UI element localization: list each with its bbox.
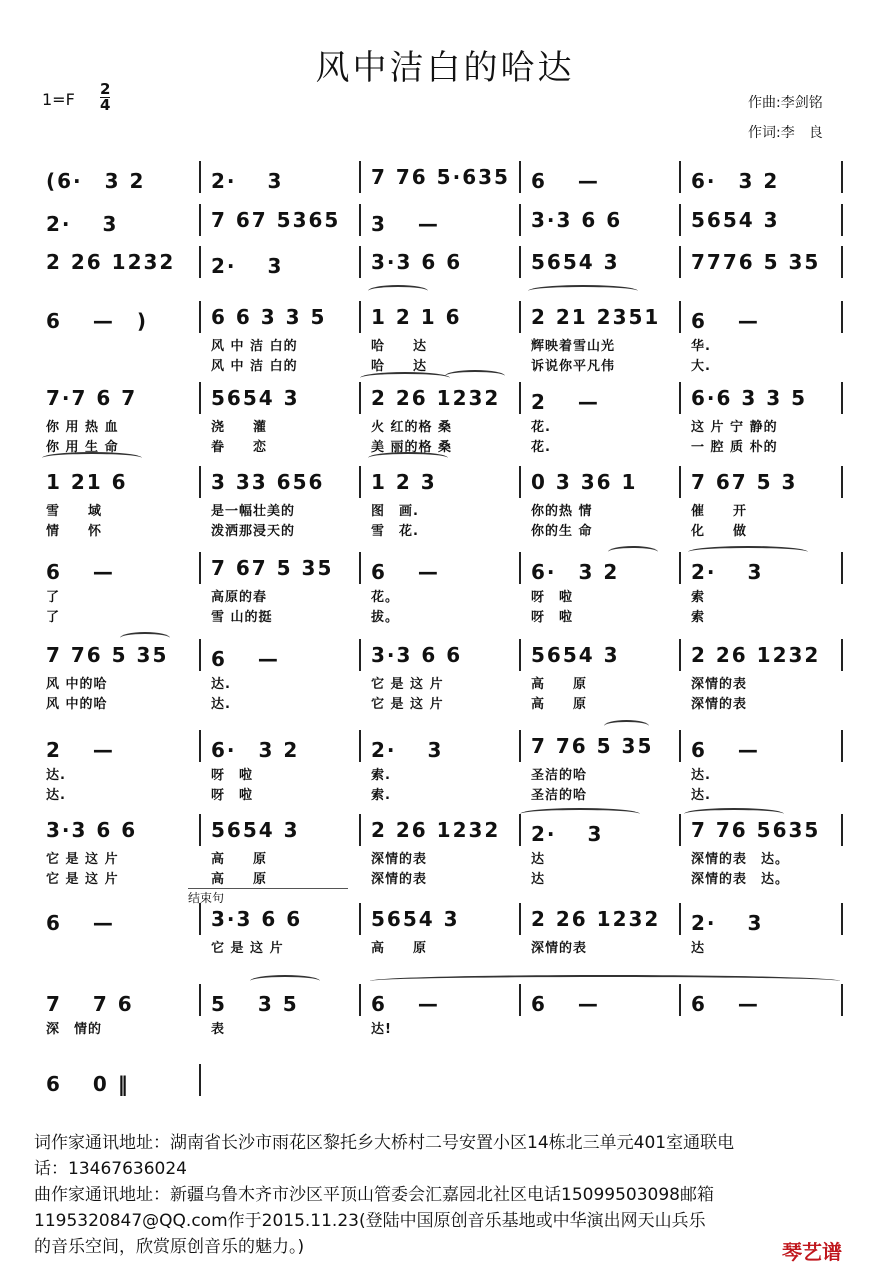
lyric-cell: 达.	[46, 788, 66, 803]
lyric-cell: 高 原	[211, 872, 268, 887]
lyric-cell: 它 是 这 片	[211, 941, 284, 956]
note-row	[38, 988, 853, 1018]
measure: 5654 3	[691, 208, 780, 232]
measure: 6 —	[531, 169, 600, 193]
lyric-cell: 呀 啦	[531, 610, 574, 625]
footer-line: 话：13467636024	[34, 1159, 187, 1179]
measure: 6 —	[691, 738, 760, 762]
lyric-cell: 了	[46, 610, 61, 625]
bar-line	[679, 814, 681, 846]
lyric-cell: 索	[691, 590, 706, 605]
measure: 2 26 1232	[46, 250, 176, 274]
lyric-cell: 雪 域	[46, 504, 103, 519]
bar-line	[359, 984, 361, 1016]
slur-mark	[528, 285, 638, 297]
lyric-cell: 花.	[531, 440, 551, 455]
measure: 2· 3	[371, 738, 444, 762]
measure: 6· 3 2	[531, 560, 620, 584]
footer-line: 曲作家通讯地址：新疆乌鲁木齐市沙区平顶山管委会汇嘉园北社区电话15099503098邮箱	[34, 1185, 714, 1205]
bar-line	[841, 814, 843, 846]
bar-line	[841, 204, 843, 236]
lyric-cell: 你的生 命	[531, 524, 593, 539]
measure: 3 —	[371, 212, 440, 236]
bar-line	[199, 161, 201, 193]
time-signature	[100, 82, 110, 113]
measure: 1 21 6	[46, 470, 128, 494]
measure: 7 76 5635	[691, 818, 821, 842]
lyric-cell: 情 怀	[46, 524, 103, 539]
measure: 2· 3	[691, 911, 764, 935]
key-signature: 1=F	[42, 90, 75, 109]
slur-mark	[688, 546, 808, 558]
lyric-cell: 了	[46, 590, 61, 605]
measure: 3·3 6 6	[211, 907, 303, 931]
measure: 0 3 36 1	[531, 470, 638, 494]
measure: 5654 3	[211, 386, 300, 410]
lyric-cell: 风 中 洁 白的	[211, 359, 298, 374]
lyric-cell: 拔。	[371, 610, 400, 625]
measure: 2· 3	[691, 560, 764, 584]
lyric-cell: 化 做	[691, 524, 748, 539]
note-row	[38, 208, 853, 238]
measure: 6 —	[211, 647, 280, 671]
measure: 2 26 1232	[371, 386, 501, 410]
meter-bottom: 4	[100, 96, 111, 114]
lyric-cell: 达.	[211, 677, 231, 692]
lyric-cell: 达.	[211, 697, 231, 712]
bar-line	[519, 382, 521, 414]
bar-line	[359, 204, 361, 236]
bar-line	[519, 161, 521, 193]
lyric-cell: 圣洁的哈	[531, 768, 588, 783]
slur-mark	[684, 808, 784, 820]
bar-line	[359, 246, 361, 278]
lyric-cell: 索.	[371, 788, 391, 803]
bar-line	[359, 161, 361, 193]
composer-credit: 作曲:李剑铭	[748, 95, 823, 111]
bar-line	[841, 161, 843, 193]
lyric-cell: 你的热 情	[531, 504, 593, 519]
footer-line: 词作家通讯地址：湖南省长沙市雨花区黎托乡大桥村二号安置小区14栋北三单元401室通联电	[34, 1133, 735, 1153]
bar-line	[359, 466, 361, 498]
lyric-cell: 深情的表 达。	[691, 852, 790, 867]
measure: 6 —	[691, 309, 760, 333]
measure: 3·3 6 6	[46, 818, 138, 842]
bar-line	[841, 466, 843, 498]
note-row	[38, 470, 853, 500]
measure: 2 26 1232	[531, 907, 661, 931]
lyric-cell: 深情的表	[371, 852, 428, 867]
measure: 3·3 6 6	[531, 208, 623, 232]
bar-line	[199, 552, 201, 584]
measure: 5654 3	[371, 907, 460, 931]
measure: 2· 3	[531, 822, 604, 846]
lyric-cell: 这 片 宁 静的	[691, 420, 778, 435]
lyric-cell: 催 开	[691, 504, 748, 519]
slur-mark	[368, 285, 428, 297]
measure: 2 —	[531, 390, 600, 414]
bar-line	[519, 466, 521, 498]
bar-line	[841, 246, 843, 278]
measure: 7 67 5365	[211, 208, 341, 232]
note-row	[38, 907, 853, 937]
note-row	[38, 1068, 853, 1098]
lyric-cell: 呀 啦	[531, 590, 574, 605]
bar-line	[679, 730, 681, 762]
lyric-cell: 雪 花.	[371, 524, 419, 539]
measure: 7 67 5 35	[211, 556, 334, 580]
bar-line	[679, 552, 681, 584]
bar-line	[679, 903, 681, 935]
bar-line	[679, 204, 681, 236]
lyric-cell: 高 原	[531, 677, 588, 692]
bar-line	[199, 1064, 201, 1096]
slur-mark	[42, 452, 142, 464]
measure: 3·3 6 6	[371, 643, 463, 667]
measure: 2· 3	[46, 212, 119, 236]
measure: 1 2 3	[371, 470, 437, 494]
note-row	[38, 386, 853, 416]
bar-line	[841, 552, 843, 584]
lyric-cell: 风 中的哈	[46, 697, 108, 712]
footer-line: 1195320847@QQ.com作于2015.11.23(登陆中国原创音乐基地或中华演出网天山兵乐	[34, 1211, 706, 1231]
footer-contact	[34, 1130, 864, 1260]
lyric-cell: 火 红的格 桑	[371, 420, 453, 435]
lyric-cell: 深情的表	[691, 697, 748, 712]
note-row	[38, 165, 853, 195]
site-logo: 琴艺谱	[782, 1240, 842, 1264]
slur-mark	[608, 546, 658, 558]
lyric-cell: 它 是 这 片	[46, 872, 119, 887]
measure: 7776 5 35	[691, 250, 821, 274]
slur-mark	[445, 370, 505, 382]
measure: 7 76 5 35	[46, 643, 169, 667]
bar-line	[841, 903, 843, 935]
bar-line	[199, 903, 201, 935]
lyric-cell: 它 是 这 片	[371, 697, 444, 712]
lyric-cell: 达	[531, 852, 546, 867]
bar-line	[199, 301, 201, 333]
lyric-cell: 达	[691, 941, 706, 956]
note-row	[38, 305, 853, 335]
bar-line	[679, 984, 681, 1016]
lyric-cell: 深情的表	[691, 677, 748, 692]
lyric-cell: 它 是 这 片	[46, 852, 119, 867]
lyric-cell: 索.	[371, 768, 391, 783]
measure: 2· 3	[211, 169, 284, 193]
lyric-cell: 达.	[691, 788, 711, 803]
note-row	[38, 556, 853, 586]
measure: 6 —	[531, 992, 600, 1016]
lyric-cell: 图 画.	[371, 504, 419, 519]
measure: 6· 3 2	[691, 169, 780, 193]
measure: 6 —	[46, 911, 115, 935]
measure: 2 21 2351	[531, 305, 661, 329]
lyric-cell: 索	[691, 610, 706, 625]
measure: 3 33 656	[211, 470, 325, 494]
lyric-cell: 美 丽的格 桑	[371, 440, 453, 455]
bar-line	[359, 301, 361, 333]
measure: 6 — )	[46, 309, 149, 333]
note-row	[38, 250, 853, 280]
measure: 5654 3	[531, 250, 620, 274]
meter-top: 2	[100, 80, 111, 98]
measure: 2 26 1232	[691, 643, 821, 667]
lyric-cell: 高 原	[211, 852, 268, 867]
lyric-cell: 高原的春	[211, 590, 268, 605]
measure: 1 2 1 6	[371, 305, 462, 329]
bar-line	[519, 730, 521, 762]
measure: 2 —	[46, 738, 115, 762]
measure: 6 0 ‖	[46, 1072, 130, 1096]
bar-line	[679, 246, 681, 278]
measure: 7 76 5·635	[371, 165, 510, 189]
measure: 6· 3 2	[211, 738, 300, 762]
bar-line	[519, 903, 521, 935]
bar-line	[841, 984, 843, 1016]
lyric-cell: 花。	[371, 590, 400, 605]
lyric-cell: 达	[531, 872, 546, 887]
lyric-cell: 达.	[46, 768, 66, 783]
bar-line	[199, 466, 201, 498]
slur-mark	[360, 372, 450, 384]
measure: 2 26 1232	[371, 818, 501, 842]
lyric-cell: 眷 恋	[211, 440, 268, 455]
measure: 7·7 6 7	[46, 386, 138, 410]
lyric-cell: 哈 达	[371, 339, 428, 354]
lyric-cell: 泼洒那浸天的	[211, 524, 296, 539]
lyric-cell: 风 中的哈	[46, 677, 108, 692]
bar-line	[519, 552, 521, 584]
bar-line	[841, 382, 843, 414]
lyric-cell: 一 腔 质 朴的	[691, 440, 778, 455]
slur-mark	[250, 975, 320, 987]
lyric-cell: 深情的表 达。	[691, 872, 790, 887]
bar-line	[199, 246, 201, 278]
lyric-cell: 达.	[691, 768, 711, 783]
bar-line	[359, 552, 361, 584]
note-row	[38, 818, 853, 848]
lyric-cell: 大.	[691, 359, 711, 374]
slur-mark	[604, 720, 649, 732]
lyric-cell: 达!	[371, 1022, 392, 1037]
bar-line	[199, 639, 201, 671]
lyric-cell: 高 原	[531, 697, 588, 712]
measure: 6·6 3 3 5	[691, 386, 808, 410]
bar-line	[519, 984, 521, 1016]
lyric-cell: 辉映着雪山光	[531, 339, 616, 354]
measure: 7 76 5 35	[531, 734, 654, 758]
slur-mark	[520, 808, 640, 820]
measure: (6· 3 2	[46, 169, 146, 193]
bar-line	[519, 639, 521, 671]
bar-line	[359, 639, 361, 671]
bar-line	[359, 814, 361, 846]
bar-line	[199, 730, 201, 762]
bar-line	[359, 903, 361, 935]
measure: 6 —	[691, 992, 760, 1016]
measure: 2· 3	[211, 254, 284, 278]
measure: 5654 3	[531, 643, 620, 667]
lyric-cell: 风 中 洁 白的	[211, 339, 298, 354]
bar-line	[679, 382, 681, 414]
measure: 7 67 5 3	[691, 470, 798, 494]
measure: 6 —	[46, 560, 115, 584]
slur-mark	[370, 975, 840, 987]
lyric-cell: 深情的表	[531, 941, 588, 956]
lyric-cell: 雪 山的挺	[211, 610, 273, 625]
bar-line	[199, 204, 201, 236]
lyric-cell: 是一幅壮美的	[211, 504, 296, 519]
bar-line	[841, 730, 843, 762]
lyric-cell: 呀 啦	[211, 768, 254, 783]
bar-line	[841, 639, 843, 671]
lyric-cell: 哈 达	[371, 359, 428, 374]
ending-label: 结束句	[188, 888, 348, 906]
lyric-cell: 你 用 热 血	[46, 420, 119, 435]
song-title: 风中洁白的哈达	[315, 48, 575, 88]
bar-line	[519, 204, 521, 236]
measure: 5 3 5	[211, 992, 299, 1016]
bar-line	[679, 161, 681, 193]
lyric-cell: 你 用 生 命	[46, 440, 119, 455]
lyric-cell: 深 情的	[46, 1022, 103, 1037]
lyric-cell: 花.	[531, 420, 551, 435]
bar-line	[199, 984, 201, 1016]
bar-line	[199, 814, 201, 846]
lyric-cell: 呀 啦	[211, 788, 254, 803]
bar-line	[679, 466, 681, 498]
bar-line	[679, 301, 681, 333]
bar-line	[519, 301, 521, 333]
lyric-cell: 诉说你平凡伟	[531, 359, 616, 374]
measure: 5654 3	[211, 818, 300, 842]
lyricist-credit: 作词:李 良	[748, 125, 823, 141]
lyric-cell: 圣洁的哈	[531, 788, 588, 803]
footer-line: 的音乐空间，欣赏原创音乐的魅力。)	[34, 1237, 305, 1257]
lyric-cell: 浇 灌	[211, 420, 268, 435]
measure: 7 7 6	[46, 992, 134, 1016]
bar-line	[359, 730, 361, 762]
measure: 6 —	[371, 992, 440, 1016]
measure: 6 6 3 3 5	[211, 305, 327, 329]
bar-line	[519, 246, 521, 278]
slur-mark	[368, 452, 448, 464]
bar-line	[359, 382, 361, 414]
bar-line	[199, 382, 201, 414]
bar-line	[841, 301, 843, 333]
slur-mark	[120, 632, 170, 644]
lyric-cell: 它 是 这 片	[371, 677, 444, 692]
measure: 6 —	[371, 560, 440, 584]
note-row	[38, 734, 853, 764]
lyric-cell: 华.	[691, 339, 711, 354]
lyric-cell: 深情的表	[371, 872, 428, 887]
note-row	[38, 643, 853, 673]
lyric-cell: 表	[211, 1022, 226, 1037]
bar-line	[679, 639, 681, 671]
measure: 3·3 6 6	[371, 250, 463, 274]
lyric-cell: 高 原	[371, 941, 428, 956]
